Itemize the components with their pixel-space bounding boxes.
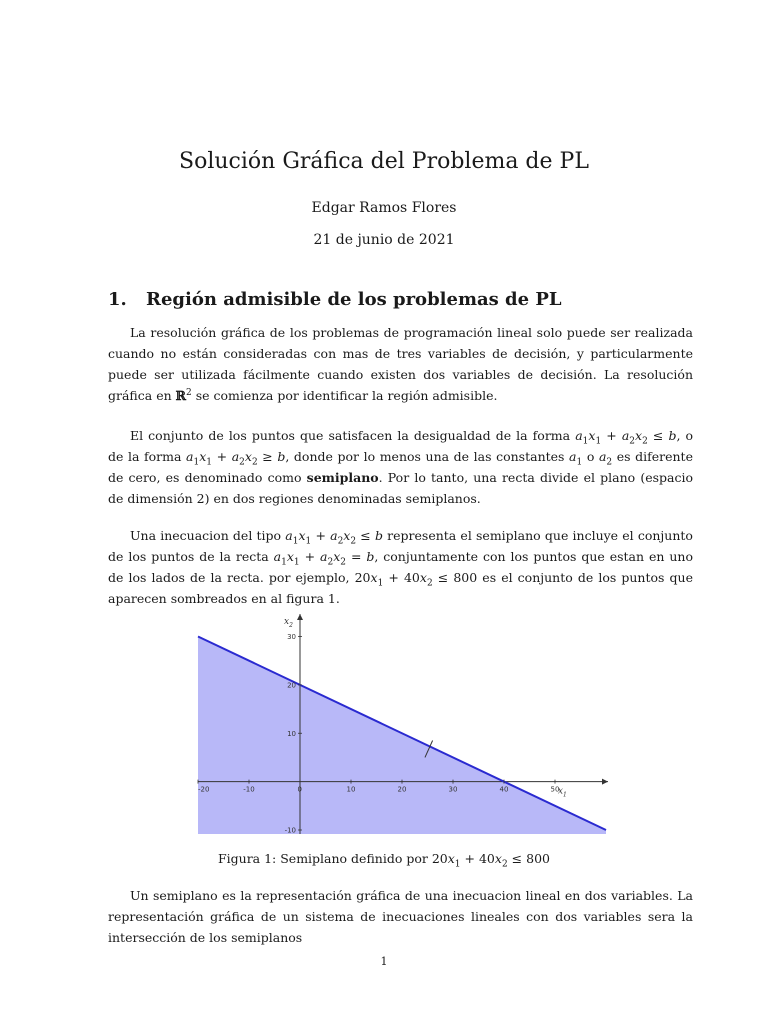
y-tick-label: 20 bbox=[287, 681, 296, 690]
bold-term-semiplano: semiplano bbox=[306, 470, 379, 485]
y-tick-label: 10 bbox=[287, 729, 296, 738]
section-number: 1. bbox=[108, 289, 127, 310]
paragraph-3: Una inecuacion del tipo $a_1x_1 + a_2x_2 \le b$ representa el semiplano que incluye el conjunto de los puntos de la recta $a_1x_1 + a_2x_2 = b$, conjuntamente con los puntos que estan en uno de los lados de la recta. por ejemplo, $20x_1 + 40x_2 \le 800$ es el conjunto de los puntos que aparecen sombreados en al figura 1. bbox=[108, 528, 693, 606]
x-tick-label: 10 bbox=[346, 785, 356, 794]
x-axis-arrow bbox=[602, 779, 608, 785]
semiplane-figure bbox=[190, 612, 610, 834]
y-tick-label: 30 bbox=[287, 633, 296, 642]
paragraph-1: La resolución gráfica de los problemas de programación lineal solo puede ser realizada cuando no están consideradas con mas de tres variables de decisión, y particularmente puede ser utilizada fácilmente cuando existen dos variables de decisión. La resolución gráfica en ℝ$^2$ se comienza por identificar la región admisible. bbox=[108, 325, 693, 403]
paragraph-4: Un semiplano es la representación gráfica de una inecuacion lineal en dos variables. La representación gráfica de un sistema de inecuaciones lineales con dos variables sera la intersección de los semiplanos bbox=[108, 888, 693, 945]
x-tick-label: -10 bbox=[243, 785, 255, 794]
page-number: 1 bbox=[380, 955, 388, 968]
y-axis-label: $x_2$ bbox=[284, 617, 293, 629]
figure-caption: Figura 1: Semiplano definido por $20x_1 + 40x_2 \le 800$ bbox=[217, 851, 550, 870]
y-axis-arrow bbox=[297, 614, 303, 620]
publication-date: 21 de junio de 2021 bbox=[313, 232, 455, 248]
y-tick-label: -10 bbox=[284, 826, 296, 834]
x-axis-label: $x_1$ bbox=[557, 786, 567, 799]
section-heading bbox=[108, 288, 562, 312]
author-name: Edgar Ramos Flores bbox=[311, 200, 457, 216]
x-tick-label: 40 bbox=[499, 785, 509, 794]
x-tick-label: 50 bbox=[550, 785, 560, 794]
x-tick-label: -20 bbox=[198, 785, 210, 794]
page-title: Solución Gráfica del Problema de PL bbox=[179, 149, 589, 174]
paragraph-2: El conjunto de los puntos que satisfacen la desigualdad de la forma $a_1x_1 + a_2x_2 \le b$, o de la forma $a_1x_1 + a_2x_2 \ge b$, donde por lo menos una de las constantes $a_1$ o $a_2$ es diferente de cero, es denominado como semiplano. Por lo tanto, una recta divide el plano (espacio de dimensión 2) en dos regiones denominadas semiplanos. bbox=[108, 428, 694, 506]
x-tick-label: 20 bbox=[397, 785, 407, 794]
section-title: Región admisible de los problemas de PL bbox=[146, 289, 562, 310]
x-tick-label: 0 bbox=[297, 785, 302, 794]
x-tick-label: 30 bbox=[448, 785, 458, 794]
